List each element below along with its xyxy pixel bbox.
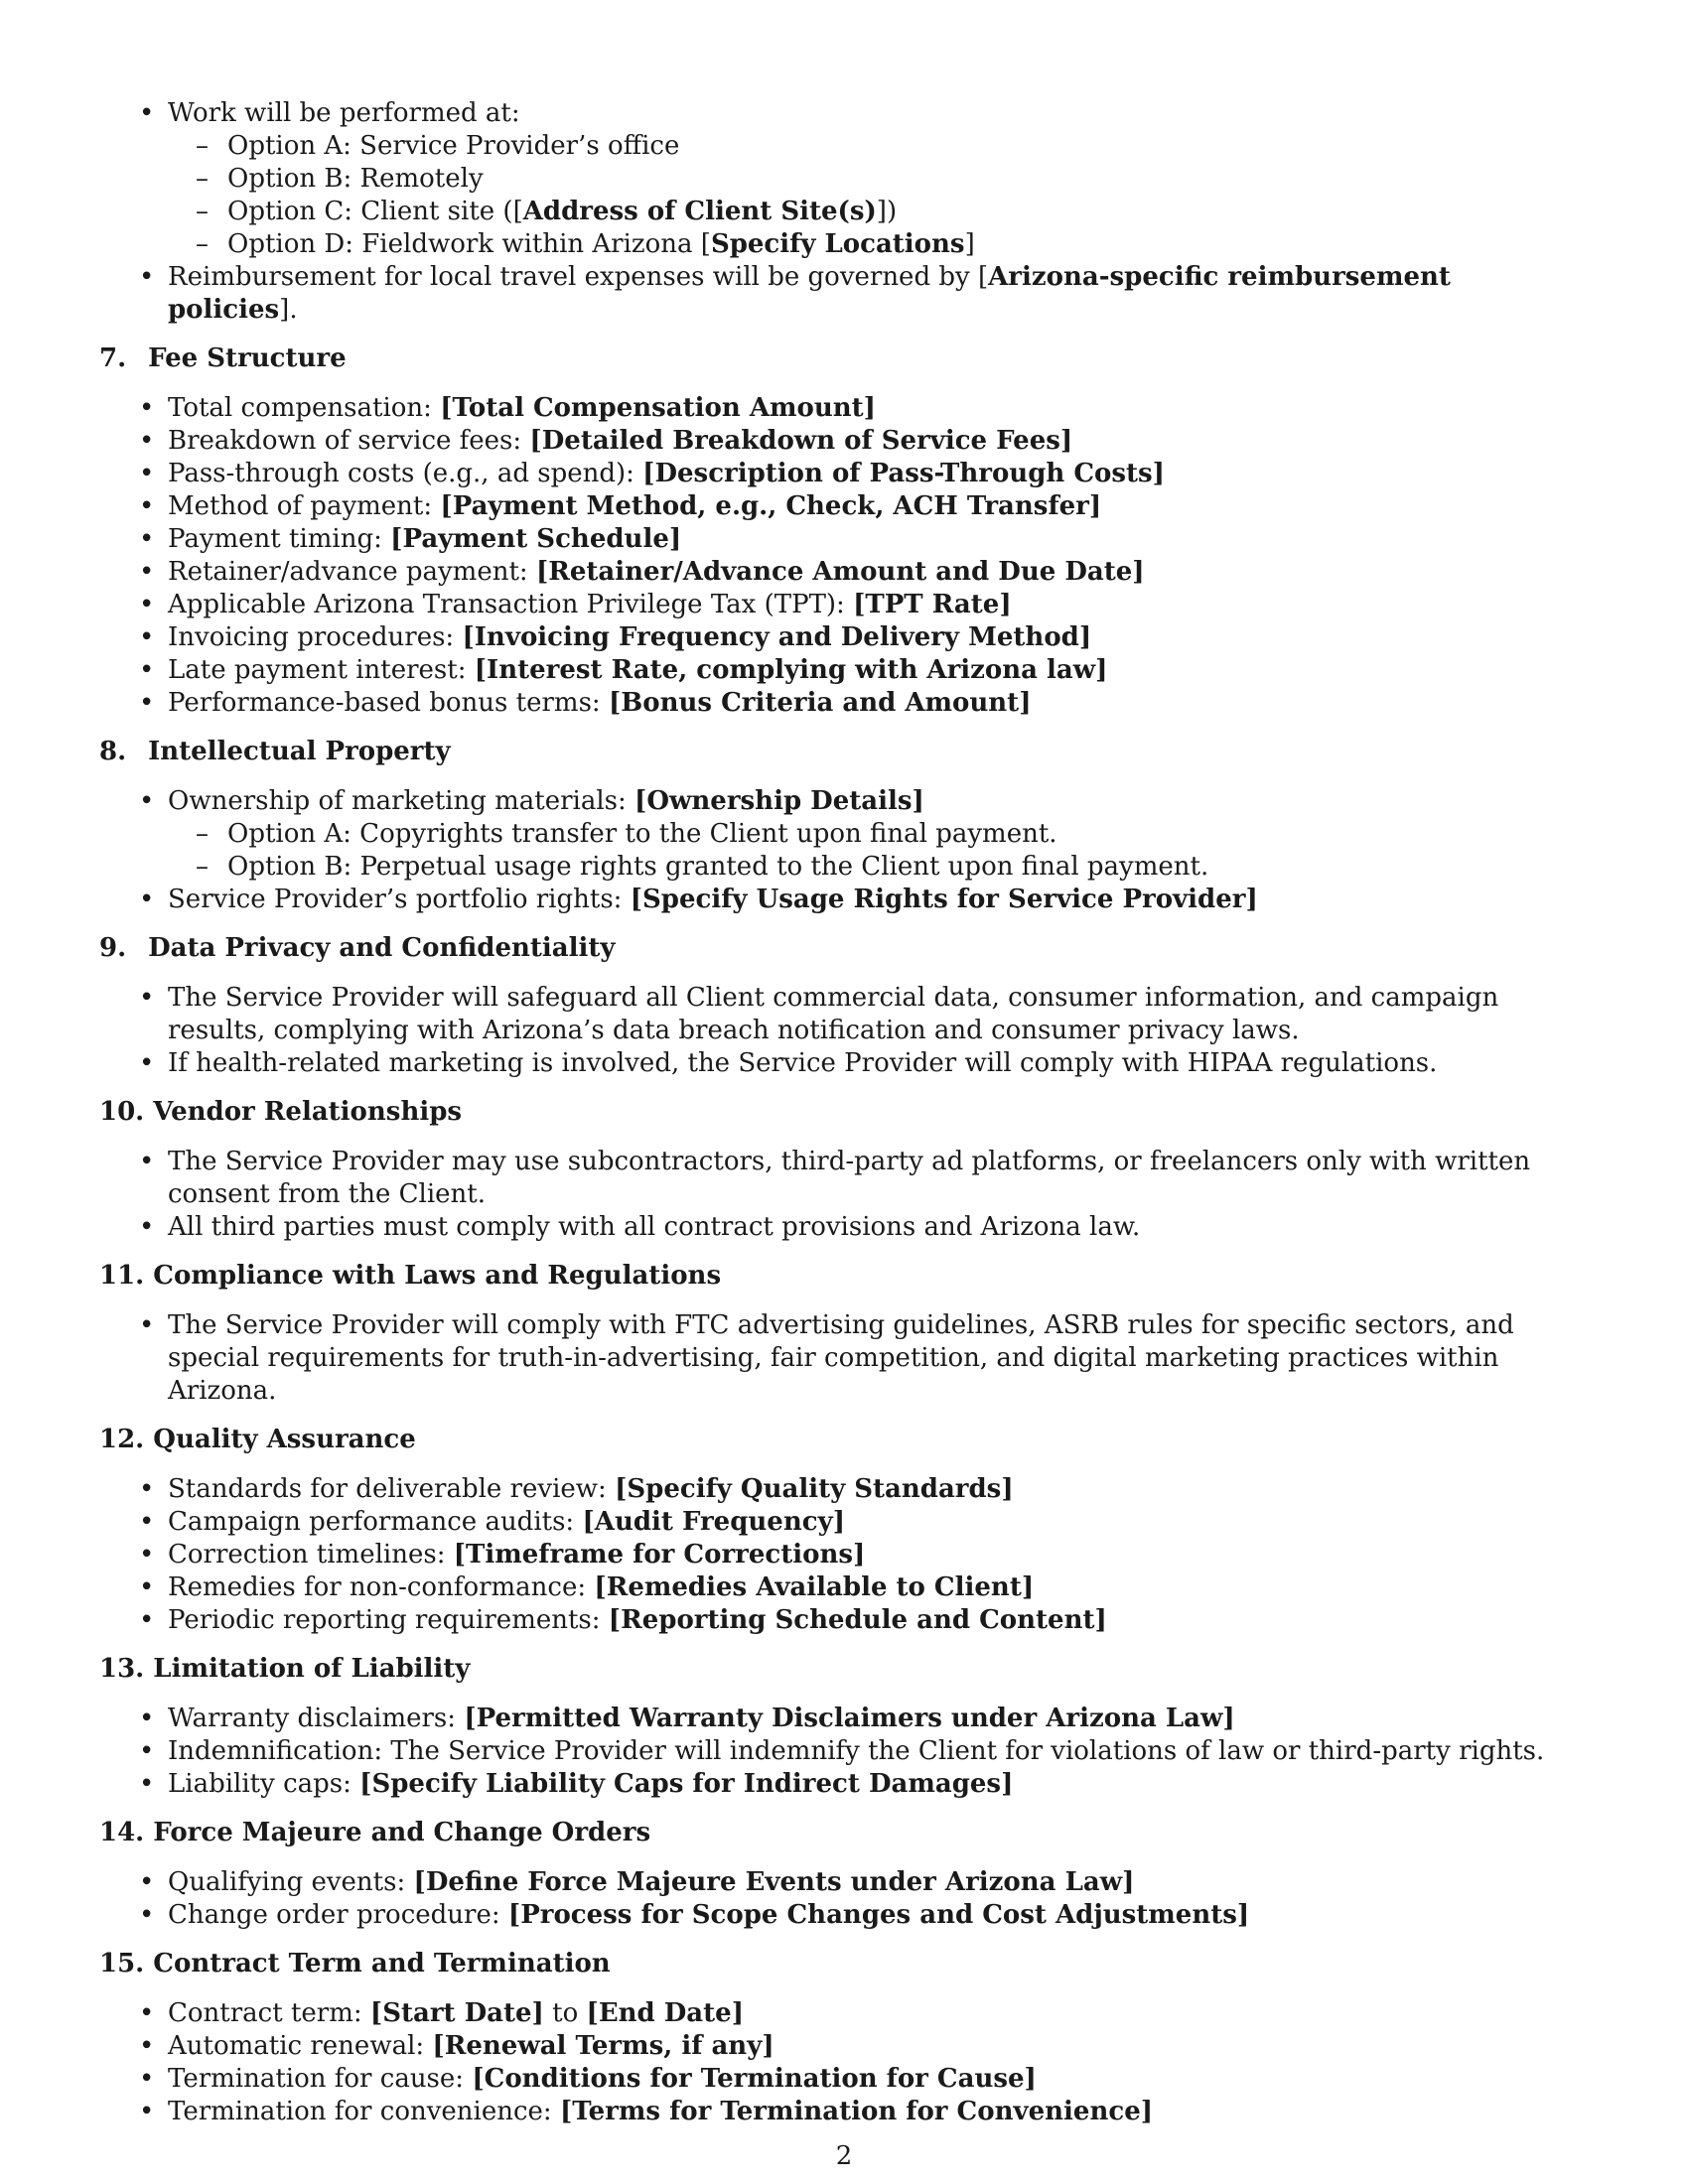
data-privacy-list <box>99 982 1589 1080</box>
ownership-options-list <box>168 818 1589 884</box>
section-number: 14. <box>99 1818 145 1847</box>
list-item <box>99 1866 1589 1899</box>
list-item <box>99 490 1589 523</box>
list-item <box>99 1211 1589 1244</box>
section-heading-limitation-of-liability <box>99 1653 1589 1686</box>
placeholder-field: [ TPT Rate ] <box>853 590 1012 619</box>
list-item <box>99 1506 1589 1539</box>
work-location-label: Work will be performed at: <box>168 98 520 128</box>
list-item <box>99 621 1589 654</box>
list-item <box>99 1146 1589 1211</box>
item-text: All third parties must comply with all contract provisions and Arizona law. <box>168 1212 1141 1242</box>
section-number: 12. <box>99 1425 145 1454</box>
placeholder-field: [ Payment Schedule ] <box>390 524 681 554</box>
section-heading-force-majeure <box>99 1817 1589 1849</box>
item-label: Qualifying events: <box>168 1867 414 1897</box>
item-label: Termination for cause: <box>168 2064 473 2094</box>
list-item <box>99 785 1589 884</box>
placeholder-field: [ Conditions for Termination for Cause ] <box>472 2064 1037 2094</box>
work-options-list <box>168 130 1589 261</box>
list-item <box>99 1473 1589 1506</box>
placeholder-field: [ Start Date ] <box>370 1998 544 2028</box>
list-item <box>99 1703 1589 1735</box>
section-number: 8. <box>99 737 127 766</box>
section-title: Data Privacy and Confidentiality <box>148 933 616 963</box>
item-label: Change order procedure: <box>168 1900 508 1930</box>
list-item <box>99 2096 1589 2128</box>
section-title: Quality Assurance <box>153 1425 416 1454</box>
placeholder-field: [ Reporting Schedule and Content ] <box>609 1605 1107 1635</box>
intellectual-property-list <box>99 785 1589 916</box>
list-item <box>99 458 1589 490</box>
item-label: Termination for convenience: <box>168 2097 560 2126</box>
sub-list-item <box>168 163 1589 196</box>
option-c-text: Option C: Client site ([ <box>227 197 523 226</box>
option-d-suffix: ] <box>964 229 975 259</box>
item-label: Automatic renewal: <box>168 2031 433 2061</box>
placeholder-field: [ Total Compensation Amount ] <box>440 393 876 423</box>
list-item <box>99 982 1589 1047</box>
list-item <box>99 1309 1589 1408</box>
option-a-text: Option A: Service Provider’s office <box>227 131 680 161</box>
item-label: Breakdown of service fees: <box>168 426 530 456</box>
item-label: Method of payment: <box>168 491 441 521</box>
list-item <box>99 2030 1589 2063</box>
work-location-list <box>99 97 1589 327</box>
section-title: Contract Term and Termination <box>153 1949 611 1979</box>
placeholder-field: [ Payment Method, e.g., Check, ACH Transfer ] <box>440 491 1101 521</box>
item-label: Applicable Arizona Transaction Privilege Tax (TPT): <box>168 590 854 619</box>
term-connector: to <box>543 1998 587 2028</box>
compliance-list <box>99 1309 1589 1408</box>
list-item <box>99 654 1589 687</box>
item-label: Ownership of marketing materials: <box>168 786 635 816</box>
placeholder-field: [ Invoicing Frequency and Delivery Method ] <box>462 622 1091 652</box>
section-heading-quality-assurance <box>99 1424 1589 1456</box>
option-c-suffix: ]) <box>876 197 898 226</box>
option-b-text: Option B: Remotely <box>227 164 484 194</box>
section-title: Limitation of Liability <box>153 1654 471 1684</box>
placeholder-field: [ Process for Scope Changes and Cost Adjustments ] <box>508 1900 1249 1930</box>
force-majeure-list <box>99 1866 1589 1932</box>
section-heading-vendor-relationships <box>99 1096 1589 1129</box>
item-text: The Service Provider may use subcontractors, third-party ad platforms, or freelancers only with written consent from the Client. <box>168 1147 1531 1209</box>
item-label: Campaign performance audits: <box>168 1507 583 1537</box>
placeholder-field: [ Specify Usage Rights for Service Provider ] <box>631 885 1258 914</box>
sub-list-item <box>168 851 1589 884</box>
list-item <box>99 425 1589 458</box>
sub-list-item <box>168 196 1589 228</box>
option-text: Option B: Perpetual usage rights granted to the Client upon final payment. <box>227 852 1209 882</box>
item-label: Periodic reporting requirements: <box>168 1605 609 1635</box>
list-item <box>99 1571 1589 1604</box>
liability-list <box>99 1703 1589 1801</box>
list-item <box>99 1997 1589 2030</box>
placeholder-field: [ Renewal Terms, if any ] <box>432 2031 774 2061</box>
list-item <box>99 1768 1589 1801</box>
item-text: Indemnification: The Service Provider will indemnify the Client for violations of law or third-party rights. <box>168 1736 1545 1766</box>
list-item <box>99 556 1589 589</box>
placeholder-field: [ Terms for Termination for Convenience ] <box>560 2097 1153 2126</box>
reimbursement-suffix: ]. <box>279 295 298 325</box>
section-heading-intellectual-property <box>99 736 1589 768</box>
section-number: 10. <box>99 1097 145 1127</box>
section-title: Fee Structure <box>148 343 347 373</box>
list-item <box>99 392 1589 425</box>
item-label: Service Provider’s portfolio rights: <box>168 885 631 914</box>
item-label: Liability caps: <box>168 1769 360 1799</box>
list-item <box>99 687 1589 720</box>
placeholder-field: [ Permitted Warranty Disclaimers under Arizona Law ] <box>464 1704 1234 1733</box>
section-heading-compliance <box>99 1260 1589 1293</box>
page-number: 2 <box>835 2141 853 2171</box>
placeholder-field: [ Define Force Majeure Events under Arizona Law ] <box>414 1867 1135 1897</box>
item-label: Invoicing procedures: <box>168 622 463 652</box>
option-text: Option A: Copyrights transfer to the Client upon final payment. <box>227 819 1057 849</box>
sub-list-item <box>168 818 1589 851</box>
list-item <box>99 1539 1589 1571</box>
placeholder-field: [ Interest Rate, complying with Arizona law ] <box>475 655 1108 685</box>
item-label: Correction timelines: <box>168 1540 454 1570</box>
list-item <box>99 1899 1589 1932</box>
item-text: The Service Provider will comply with FTC advertising guidelines, ASRB rules for specific sectors, and special requirements for truth-in-advertising, fair competition, and digital marketing practices within Arizona. <box>168 1310 1514 1406</box>
section-heading-contract-term <box>99 1948 1589 1980</box>
placeholder-field: [ Bonus Criteria and Amount ] <box>609 688 1032 718</box>
quality-assurance-list <box>99 1473 1589 1637</box>
list-item <box>99 1047 1589 1080</box>
fee-structure-list <box>99 392 1589 720</box>
item-label: Warranty disclaimers: <box>168 1704 465 1733</box>
section-number: 11. <box>99 1261 145 1291</box>
placeholder-field: [ Remedies Available to Client ] <box>594 1572 1034 1602</box>
list-item <box>99 97 1589 261</box>
placeholder-field: [ Detailed Breakdown of Service Fees ] <box>529 426 1072 456</box>
document-page <box>99 97 1589 2128</box>
placeholder-field: [ Specify Liability Caps for Indirect Damages ] <box>359 1769 1013 1799</box>
sub-list-item <box>168 130 1589 163</box>
sub-list-item <box>168 228 1589 261</box>
list-item <box>99 589 1589 621</box>
item-label: Standards for deliverable review: <box>168 1474 616 1504</box>
section-number: 13. <box>99 1654 145 1684</box>
item-label: Payment timing: <box>168 524 391 554</box>
section-title: Vendor Relationships <box>153 1097 463 1127</box>
item-text: The Service Provider will safeguard all Client commercial data, consumer information, and campaign results, complying with Arizona’s data breach notification and consumer privacy laws. <box>168 983 1499 1045</box>
placeholder-field: [ Ownership Details ] <box>634 786 924 816</box>
placeholder-field: [ Retainer/Advance Amount and Due Date ] <box>536 557 1145 587</box>
section-title: Force Majeure and Change Orders <box>153 1818 651 1847</box>
item-label: Late payment interest: <box>168 655 475 685</box>
section-title: Intellectual Property <box>148 737 451 766</box>
section-number: 9. <box>99 933 127 963</box>
item-label: Total compensation: <box>168 393 441 423</box>
list-item <box>99 884 1589 916</box>
item-label: Contract term: <box>168 1998 370 2028</box>
section-number: 15. <box>99 1949 145 1979</box>
list-item <box>99 523 1589 556</box>
section-heading-fee-structure <box>99 342 1589 375</box>
placeholder-field: [ Description of Pass-Through Costs ] <box>642 459 1165 488</box>
list-item <box>99 261 1589 327</box>
item-label: Remedies for non-conformance: <box>168 1572 595 1602</box>
list-item <box>99 1604 1589 1637</box>
option-d-text: Option D: Fieldwork within Arizona [ <box>227 229 711 259</box>
placeholder-field: Address of Client Site(s) <box>522 197 877 226</box>
section-heading-data-privacy <box>99 932 1589 965</box>
item-text: If health-related marketing is involved, the Service Provider will comply with HIPAA regulations. <box>168 1048 1438 1078</box>
section-title: Compliance with Laws and Regulations <box>153 1261 722 1291</box>
list-item <box>99 1735 1589 1768</box>
section-number: 7. <box>99 343 127 373</box>
placeholder-field: [ Specify Quality Standards ] <box>615 1474 1014 1504</box>
placeholder-field: Arizona-specific reimbursement policies <box>168 262 1451 325</box>
item-label: Pass-through costs (e.g., ad spend): <box>168 459 643 488</box>
reimbursement-text: Reimbursement for local travel expenses will be governed by [ <box>168 262 989 292</box>
item-label: Performance-based bonus terms: <box>168 688 609 718</box>
vendor-relationships-list <box>99 1146 1589 1244</box>
placeholder-field: [ Audit Frequency ] <box>582 1507 845 1537</box>
contract-term-list <box>99 1997 1589 2128</box>
placeholder-field: [ Timeframe for Corrections ] <box>454 1540 866 1570</box>
item-label: Retainer/advance payment: <box>168 557 536 587</box>
placeholder-field: Specify Locations <box>710 229 965 259</box>
list-item <box>99 2063 1589 2096</box>
placeholder-field: [ End Date ] <box>587 1998 745 2028</box>
